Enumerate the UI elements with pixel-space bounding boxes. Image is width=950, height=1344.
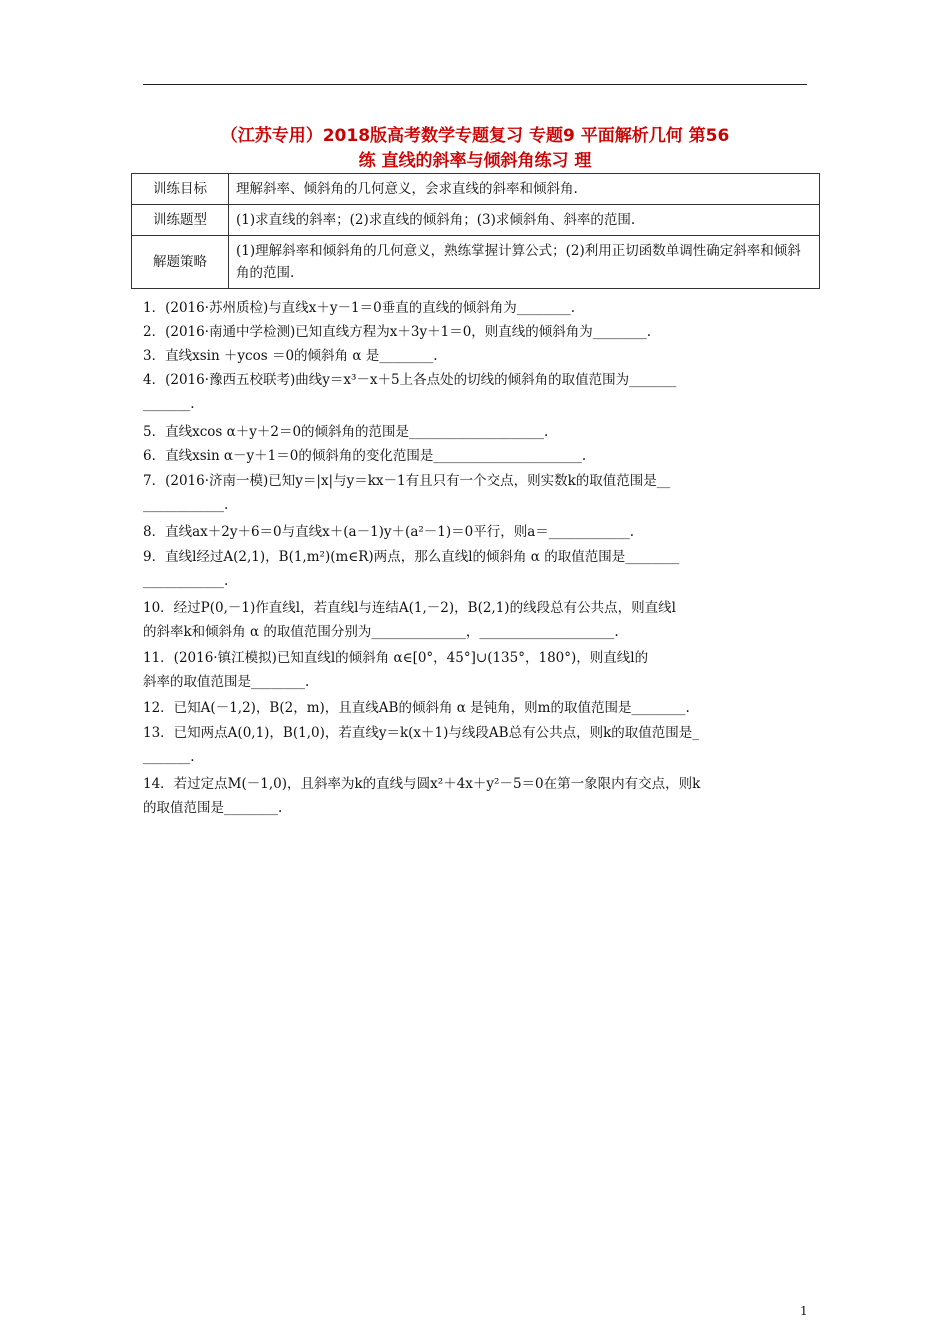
title-line-2: 练 直线的斜率与倾斜角练习 理	[358, 151, 592, 171]
question-7: 7．(2016·济南一模)已知y＝|x|与y＝kx－1有且只有一个交点，则实数k的取值范围是__ ____________.	[143, 473, 671, 513]
table-row	[132, 236, 820, 289]
question-2: 2．(2016·南通中学检测)已知直线方程为x＋3y＋1＝0，则直线的倾斜角为________.	[143, 324, 652, 340]
title-line-1: （江苏专用）2018版高考数学专题复习 专题9 平面解析几何 第56	[220, 126, 730, 146]
question-6: 6．直线xsin α－y＋1＝0的倾斜角的变化范围是______________________.	[143, 448, 587, 464]
row-key: 训练题型	[132, 205, 229, 236]
row-key: 训练目标	[132, 174, 229, 205]
row-key: 解题策略	[132, 236, 229, 289]
page-number: 1	[800, 1304, 808, 1318]
table-row	[132, 174, 820, 205]
question-12: 12．已知A(－1,2)，B(2，m)，且直线AB的倾斜角 α 是钝角，则m的取值范围是________.	[143, 700, 690, 716]
row-value: 理解斜率、倾斜角的几何意义，会求直线的斜率和倾斜角.	[229, 174, 820, 205]
table-row	[132, 205, 820, 236]
training-info-table	[131, 173, 820, 289]
row-value: (1)理解斜率和倾斜角的几何意义，熟练掌握计算公式；(2)利用正切函数单调性确定斜率和倾斜角的范围.	[229, 236, 820, 289]
row-value: (1)求直线的斜率；(2)求直线的倾斜角；(3)求倾斜角、斜率的范围.	[229, 205, 820, 236]
question-11: 11．(2016·镇江模拟)已知直线l的倾斜角 α∈[0°，45°]∪(135°，180°)，则直线l的 斜率的取值范围是________.	[143, 650, 649, 690]
question-14: 14．若过定点M(－1,0)，且斜率为k的直线与圆x²＋4x＋y²－5＝0在第一象限内有交点，则k 的取值范围是________.	[143, 776, 701, 816]
question-13: 13．已知两点A(0,1)，B(1,0)，若直线y＝k(x＋1)与线段AB总有公共点，则k的取值范围是_ _______.	[143, 725, 699, 765]
question-4: 4．(2016·豫西五校联考)曲线y＝x³－x＋5上各点处的切线的倾斜角的取值范围为_______ _______.	[143, 372, 677, 412]
question-10: 10．经过P(0,－1)作直线l，若直线l与连结A(1,－2)，B(2,1)的线段总有公共点，则直线l 的斜率k和倾斜角 α 的取值范围分别为______________，____________________.	[143, 600, 676, 640]
question-3: 3．直线xsin ＋ycos ＝0的倾斜角 α 是________.	[143, 348, 438, 364]
header-rule	[143, 84, 807, 85]
question-8: 8．直线ax＋2y＋6＝0与直线x＋(a－1)y＋(a²－1)＝0平行，则a＝____________.	[143, 524, 635, 540]
page-title	[130, 124, 820, 174]
question-1: 1．(2016·苏州质检)与直线x＋y－1＝0垂直的直线的倾斜角为________.	[143, 300, 575, 316]
question-5: 5．直线xcos α＋y＋2＝0的倾斜角的范围是____________________.	[143, 424, 549, 440]
question-9: 9．直线l经过A(2,1)，B(1,m²)(m∈R)两点，那么直线l的倾斜角 α 的取值范围是________ ____________.	[143, 549, 680, 589]
